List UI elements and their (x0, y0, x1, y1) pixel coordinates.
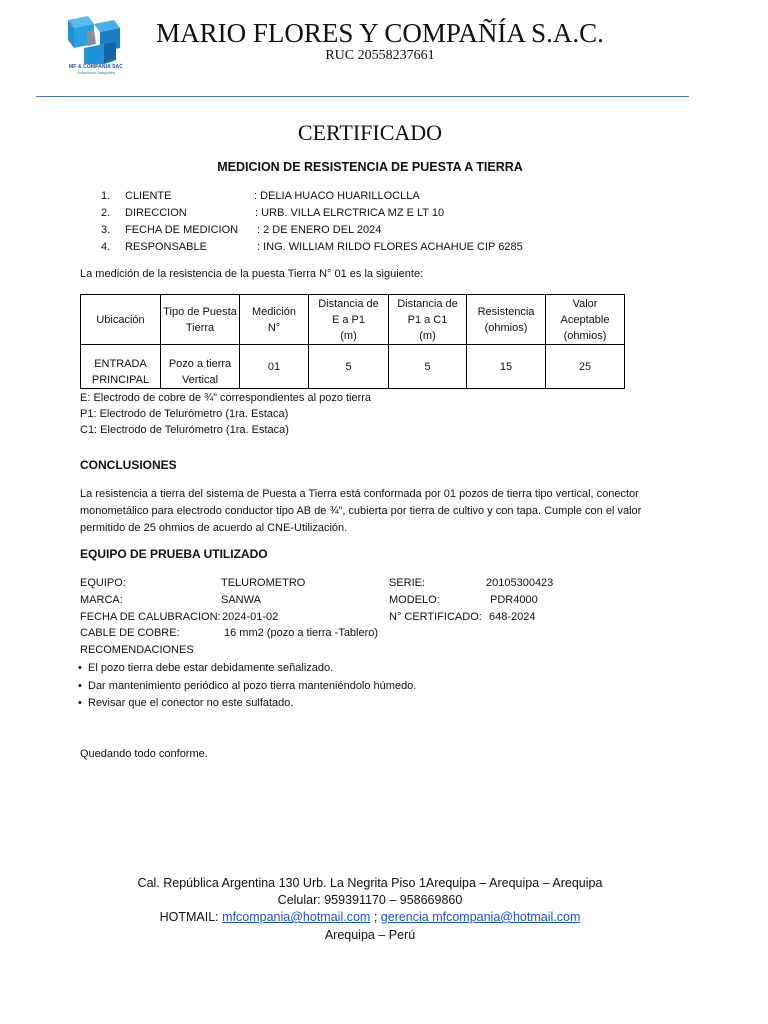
note-electrode-p1: P1: Electrodo de Telurómetro (1ra. Estaca) (80, 408, 289, 420)
equipo-label: EQUIPO: (80, 577, 126, 589)
cell-medicion: 01 (240, 345, 309, 389)
table-row (81, 345, 625, 389)
company-ruc: RUC 20558237661 (325, 48, 435, 63)
equipo-value: TELUROMETRO (221, 577, 306, 589)
info-value: : URB. VILLA ELRCTRICA MZ E LT 10 (255, 207, 445, 219)
fecha-calibracion-label: FECHA DE CALUBRACION: (80, 611, 221, 623)
footer-phone: Celular: 959391170 – 958669860 (277, 893, 463, 907)
footer-city: Arequipa – Perú (324, 928, 416, 942)
list-item: • Dar mantenimiento periódico al pozo tierra manteniéndolo húmedo. (78, 680, 417, 692)
cell-distancia-p1-c1: 5 (389, 345, 467, 389)
email-separator: ; (373, 910, 378, 924)
info-number: 1. (101, 190, 111, 202)
list-item: • Revisar que el conector no este sulfatado. (78, 697, 294, 709)
cable-value: 16 mm2 (pozo a tierra -Tablero) (224, 627, 379, 639)
cell-resistencia: 15 (467, 345, 546, 389)
header-distancia-e-p1: Distancia de E a P1 (m) (309, 295, 389, 345)
cell-valor-aceptable: 25 (546, 345, 625, 389)
bullet-icon: • (78, 662, 82, 674)
company-name: MARIO FLORES Y COMPAÑÍA S.A.C. (156, 18, 604, 48)
bullet-icon: • (78, 697, 82, 709)
info-label: CLIENTE (125, 190, 172, 202)
certificate-subtitle: MEDICION DE RESISTENCIA DE PUESTA A TIERRA (217, 160, 523, 174)
cell-ubicacion: ENTRADA PRINCIPAL (81, 345, 161, 389)
note-electrode-e: E: Electrodo de cobre de ¾” correspondientes al pozo tierra (80, 392, 372, 404)
info-value: : DELIA HUACO HUARILLOCLLA (254, 190, 420, 202)
footer-address: Cal. República Argentina 130 Urb. La Negrita Piso 1Arequipa – Arequipa – Arequipa (137, 876, 603, 890)
marca-label: MARCA: (80, 594, 123, 606)
certificado-value: 648-2024 (489, 611, 536, 623)
conclusions-heading: CONCLUSIONES (80, 458, 177, 472)
info-number: 3. (101, 224, 111, 236)
cell-distancia-e-p1: 5 (309, 345, 389, 389)
info-value: : ING. WILLIAM RILDO FLORES ACHAHUE CIP 6285 (257, 241, 523, 253)
footer-emails (0, 910, 740, 924)
measurement-table (80, 294, 625, 389)
equipment-heading: EQUIPO DE PRUEBA UTILIZADO (80, 547, 268, 561)
modelo-value: PDR4000 (490, 594, 538, 606)
modelo-label: MODELO: (389, 594, 440, 606)
logo-caption: MF & COMPAÑIA SAC (69, 64, 123, 70)
bullet-icon: • (78, 680, 82, 692)
conclusions-text: La resistencia a tierra del sistema de Puesta a Tierra está conformada por 01 pozos de tierra tipo vertical, conector monometálico para electrodo conductor tipo AB de ¾”, cubierta por tierra de cultivo y con tapa. Cumple con el valor permitido de 25 ohmios de acuerdo al CNE-Utilización. (80, 488, 642, 534)
cell-tipo: Pozo a tierra Vertical (161, 345, 240, 389)
header-ubicacion: Ubicación (81, 295, 161, 345)
header-divider (36, 96, 689, 97)
certificate-title: CERTIFICADO (297, 120, 443, 145)
serie-value: 20105300423 (486, 577, 554, 589)
header-resistencia: Resistencia (ohmios) (467, 295, 546, 345)
info-number: 4. (101, 241, 111, 253)
header-medicion: Medición N° (240, 295, 309, 345)
cable-label: CABLE DE COBRE: (80, 627, 180, 639)
info-value: : 2 DE ENERO DEL 2024 (257, 224, 382, 236)
header-valor-aceptable: Valor Aceptable (ohmios) (546, 295, 625, 345)
header-tipo: Tipo de Puesta Tierra (161, 295, 240, 345)
info-label: DIRECCION (125, 207, 187, 219)
email-link-primary[interactable]: mfcompania@hotmail.com (222, 910, 371, 924)
serie-label: SERIE: (389, 577, 426, 589)
certificado-label: N° CERTIFICADO: (389, 611, 482, 623)
info-label: RESPONSABLE (125, 241, 207, 253)
closing-text: Quedando todo conforme. (80, 748, 208, 760)
marca-value: SANWA (221, 594, 261, 606)
note-electrode-c1: C1: Electrodo de Telurómetro (1ra. Estaca) (80, 424, 289, 436)
measurement-intro: La medición de la resistencia de la puesta Tierra N° 01 es la siguiente: (80, 268, 424, 280)
info-label: FECHA DE MEDICION (125, 224, 239, 236)
info-number: 2. (101, 207, 111, 219)
hotmail-label: HOTMAIL: (159, 910, 219, 924)
table-header-row (81, 295, 625, 345)
list-item: • El pozo tierra debe estar debidamente señalizado. (78, 662, 334, 674)
header-distancia-p1-c1: Distancia de P1 a C1 (m) (389, 295, 467, 345)
email-link-secondary[interactable]: gerencia mfcompania@hotmail.com (380, 910, 581, 924)
recommendations-heading: RECOMENDACIONES (80, 644, 194, 656)
fecha-calibracion-value: 2024-01-02 (222, 611, 279, 623)
logo-subcaption: Soluciones Integrales (76, 70, 116, 75)
